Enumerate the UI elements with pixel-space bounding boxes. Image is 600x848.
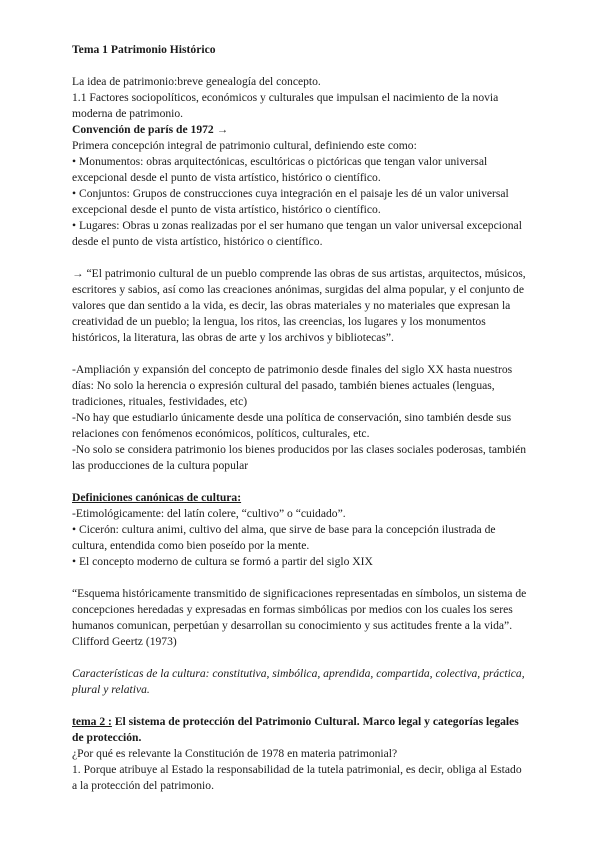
caracteristicas-block	[72, 666, 528, 698]
ampliacion-item: -No solo se considera patrimonio los bienes producidos por las clases sociales poderosas, también las producciones de la cultura popular	[72, 443, 526, 472]
convencion-item-conjuntos: • Conjuntos: Grupos de construcciones cuya integración en el paisaje les dé un valor universal excepcional desde el punto de vista artístico, histórico o científico.	[72, 187, 509, 216]
definiciones-item: • El concepto moderno de cultura se formó a partir del siglo XIX	[72, 555, 373, 568]
intro-block	[72, 74, 528, 250]
tema2-block	[72, 714, 528, 794]
convencion-line: Primera concepción integral de patrimonio cultural, definiendo este como:	[72, 139, 417, 152]
tema2-heading	[72, 714, 528, 746]
ampliacion-item: -Ampliación y expansión del concepto de patrimonio desde finales del siglo XX hasta nuestros días: No solo la herencia o expresión cultural del pasado, también bienes actuales (lenguas, tradiciones, rituales, festividades, etc)	[72, 363, 513, 408]
definiciones-item: • Cicerón: cultura animi, cultivo del alma, que sirve de base para la concepción ilustrada de cultura, entendida como bien poseído por la mente.	[72, 523, 496, 552]
tema2-question: ¿Por qué es relevante la Constitución de 1978 en materia patrimonial?	[72, 747, 398, 760]
ampliacion-block	[72, 362, 528, 474]
title-block	[72, 42, 528, 58]
quote-patrimonio-block	[72, 266, 528, 346]
quote-geertz: “Esquema históricamente transmitido de significaciones representadas en símbolos, un sistema de concepciones heredadas y expresadas en formas simbólicas por medios con los cuales los seres humanos comunican, perpetúan y desarrollan su conocimiento y sus actitudes frente a la vida”. Clifford Geertz (1973)	[72, 587, 527, 648]
tema2-label: tema 2 :	[72, 715, 112, 728]
convencion-item-monumentos: • Monumentos: obras arquitectónicas, escultóricas o pictóricas que tengan valor universal excepcional desde el punto de vista artístico, histórico o científico.	[72, 155, 488, 184]
definiciones-item: -Etimológicamente: del latín colere, “cultivo” o “cuidado”.	[72, 507, 346, 520]
definiciones-block	[72, 490, 528, 570]
convencion-item-lugares: • Lugares: Obras u zonas realizadas por el ser humano que tengan un valor universal excepcional desde el punto de vista artístico, histórico o científico.	[72, 219, 522, 248]
definiciones-heading: Definiciones canónicas de cultura:	[72, 491, 242, 504]
tema2-answer: 1. Porque atribuye al Estado la responsabilidad de la tutela patrimonial, es decir, obliga al Estado a la protección del patrimonio.	[72, 763, 522, 792]
quote-geertz-block	[72, 586, 528, 650]
intro-line: La idea de patrimonio:breve genealogía del concepto.	[72, 75, 321, 88]
convencion-heading: Convención de parís de 1972 →	[72, 123, 229, 136]
quote-patrimonio: → “El patrimonio cultural de un pueblo comprende las obras de sus artistas, arquitectos, músicos, escritores y sabios, así como las creaciones anónimas, surgidas del alma popular, y el conjunto de valores que dan sentido a la vida, es decir, las obras materiales y no materiales que expresan la creatividad de un pueblo; la lengua, los ritos, las creencias, los lugares y los monumentos históricos, la literatura, las obras de arte y los archivos y bibliotecas”.	[72, 267, 526, 344]
intro-factores: 1.1 Factores sociopolíticos, económicos y culturales que impulsan el nacimiento de la novia moderna de patrimonio.	[72, 91, 499, 120]
caracteristicas-text: Características de la cultura: constitutiva, simbólica, aprendida, compartida, colectiva, práctica, plural y relativa.	[72, 667, 525, 696]
ampliacion-item: -No hay que estudiarlo únicamente desde una política de conservación, sino también desde sus relaciones con fenómenos económicos, políticos, culturales, etc.	[72, 411, 512, 440]
document-title: Tema 1 Patrimonio Histórico	[72, 43, 216, 56]
tema2-title: El sistema de protección del Patrimonio Cultural. Marco legal y categorías legales de protección.	[72, 715, 519, 744]
